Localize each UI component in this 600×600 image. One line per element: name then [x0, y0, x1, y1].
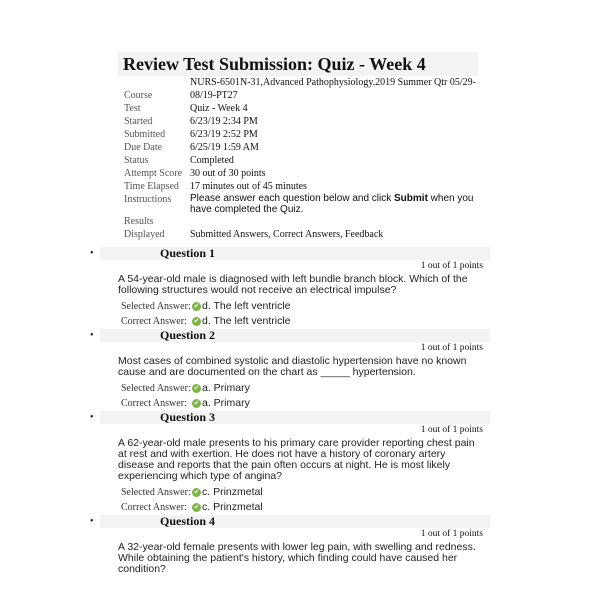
- detail-label: Started: [124, 116, 153, 127]
- detail-value: Submitted Answers, Correct Answers, Feedback: [190, 229, 384, 240]
- instructions-post: when you have completed the Quiz.: [190, 193, 474, 215]
- correct-answer-label: Correct Answer:: [121, 316, 187, 327]
- selected-answer-label: Selected Answer:: [121, 383, 191, 394]
- question-header: [90, 246, 490, 260]
- question-title: Question 4: [160, 514, 216, 528]
- detail-value: 6/25/19 1:59 AM: [190, 142, 259, 153]
- selected-answer-row: [121, 485, 490, 500]
- question-block: [90, 411, 490, 515]
- detail-row: [124, 167, 480, 180]
- correct-answer-row: [121, 314, 490, 329]
- question-text: A 62-year-old male presents to his primary care provider reporting chest pain at rest and with exertion. He does not have a history of coronary artery disease and reports that the pain often occurs at night. He is most likely experiencing which type of angina?: [118, 437, 475, 482]
- question-header: [90, 328, 490, 342]
- bullet: •: [90, 330, 94, 341]
- detail-value: Quiz - Week 4: [190, 103, 248, 114]
- question-block: [90, 515, 490, 575]
- selected-answer-value: c. Prinzmetal: [202, 486, 263, 498]
- check-circle-icon: ✔: [193, 303, 200, 310]
- detail-label: Due Date: [124, 142, 163, 153]
- detail-row: [124, 76, 480, 102]
- detail-row: [124, 193, 480, 215]
- question-title: Question 3: [160, 410, 216, 424]
- correct-answer-row: [121, 396, 490, 411]
- page-title: Review Test Submission: Quiz - Week 4: [118, 52, 478, 76]
- test-review: [90, 52, 490, 575]
- question-title: Question 2: [160, 328, 216, 342]
- detail-row: [124, 215, 480, 241]
- selected-answer-value: d. The left ventricle: [202, 300, 291, 312]
- detail-label: Status: [124, 155, 149, 166]
- check-circle-icon: ✔: [193, 504, 200, 511]
- question-points: 1 out of 1 points: [100, 260, 490, 273]
- detail-row: [124, 141, 480, 154]
- correct-answer-label: Correct Answer:: [121, 398, 187, 409]
- detail-value: 17 minutes out of 45 minutes: [190, 181, 307, 192]
- detail-value: Completed: [190, 155, 234, 166]
- correct-answer-value: c. Prinzmetal: [202, 501, 263, 513]
- detail-value: 30 out of 30 points: [190, 168, 266, 179]
- detail-value: 6/23/19 2:34 PM: [190, 116, 258, 127]
- bullet: •: [90, 412, 94, 423]
- question-text: A 32-year-old female presents with lower leg pain, with swelling and redness. While obtaining the patient's history, which finding could have caused her condition?: [118, 541, 476, 575]
- question-block: [90, 329, 490, 411]
- detail-label: Course: [124, 90, 153, 101]
- check-circle-icon: ✔: [193, 385, 200, 392]
- selected-answer-value: a. Primary: [202, 382, 250, 394]
- detail-value: [190, 193, 480, 215]
- detail-label: Time Elapsed: [124, 181, 179, 192]
- correct-answer-value: a. Primary: [202, 397, 250, 409]
- submission-details: [124, 76, 480, 241]
- detail-label: Submitted: [124, 129, 166, 140]
- detail-label: Instructions: [124, 194, 172, 205]
- question-points: 1 out of 1 points: [100, 342, 490, 355]
- selected-answer-label: Selected Answer:: [121, 301, 191, 312]
- bullet: •: [90, 248, 94, 259]
- question-points: 1 out of 1 points: [100, 528, 490, 541]
- question-text: Most cases of combined systolic and diastolic hypertension have no known cause and are documented on the chart as _____ hypertension.: [118, 355, 467, 378]
- detail-row: [124, 154, 480, 167]
- question-header: [90, 410, 490, 424]
- instructions-bold: Submit: [394, 193, 428, 204]
- detail-value: 6/23/19 2:52 PM: [190, 129, 258, 140]
- detail-value: NURS-6501N-31,Advanced Pathophysiology.2019 Summer Qtr 05/29-08/19-PT27: [190, 77, 476, 101]
- question-title: Question 1: [160, 246, 216, 260]
- detail-label: Results Displayed: [124, 216, 165, 240]
- selected-answer-row: [121, 299, 490, 314]
- detail-label: Test: [124, 103, 141, 114]
- selected-answer-label: Selected Answer:: [121, 487, 191, 498]
- selected-answer-row: [121, 381, 490, 396]
- check-circle-icon: ✔: [193, 318, 200, 325]
- detail-row: [124, 102, 480, 115]
- detail-row: [124, 180, 480, 193]
- correct-answer-label: Correct Answer:: [121, 502, 187, 513]
- instructions-pre: Please answer each question below and click: [190, 193, 395, 204]
- bullet: •: [90, 516, 94, 527]
- question-points: 1 out of 1 points: [100, 424, 490, 437]
- correct-answer-row: [121, 500, 490, 515]
- question-block: [90, 247, 490, 329]
- question-header: [90, 514, 490, 528]
- detail-row: [124, 115, 480, 128]
- correct-answer-value: d. The left ventricle: [202, 315, 291, 327]
- check-circle-icon: ✔: [193, 489, 200, 496]
- check-circle-icon: ✔: [193, 400, 200, 407]
- detail-label: Attempt Score: [124, 168, 183, 179]
- question-text: A 54-year-old male is diagnosed with left bundle branch block. Which of the following structures would not receive an electrical impulse?: [118, 273, 468, 296]
- detail-row: [124, 128, 480, 141]
